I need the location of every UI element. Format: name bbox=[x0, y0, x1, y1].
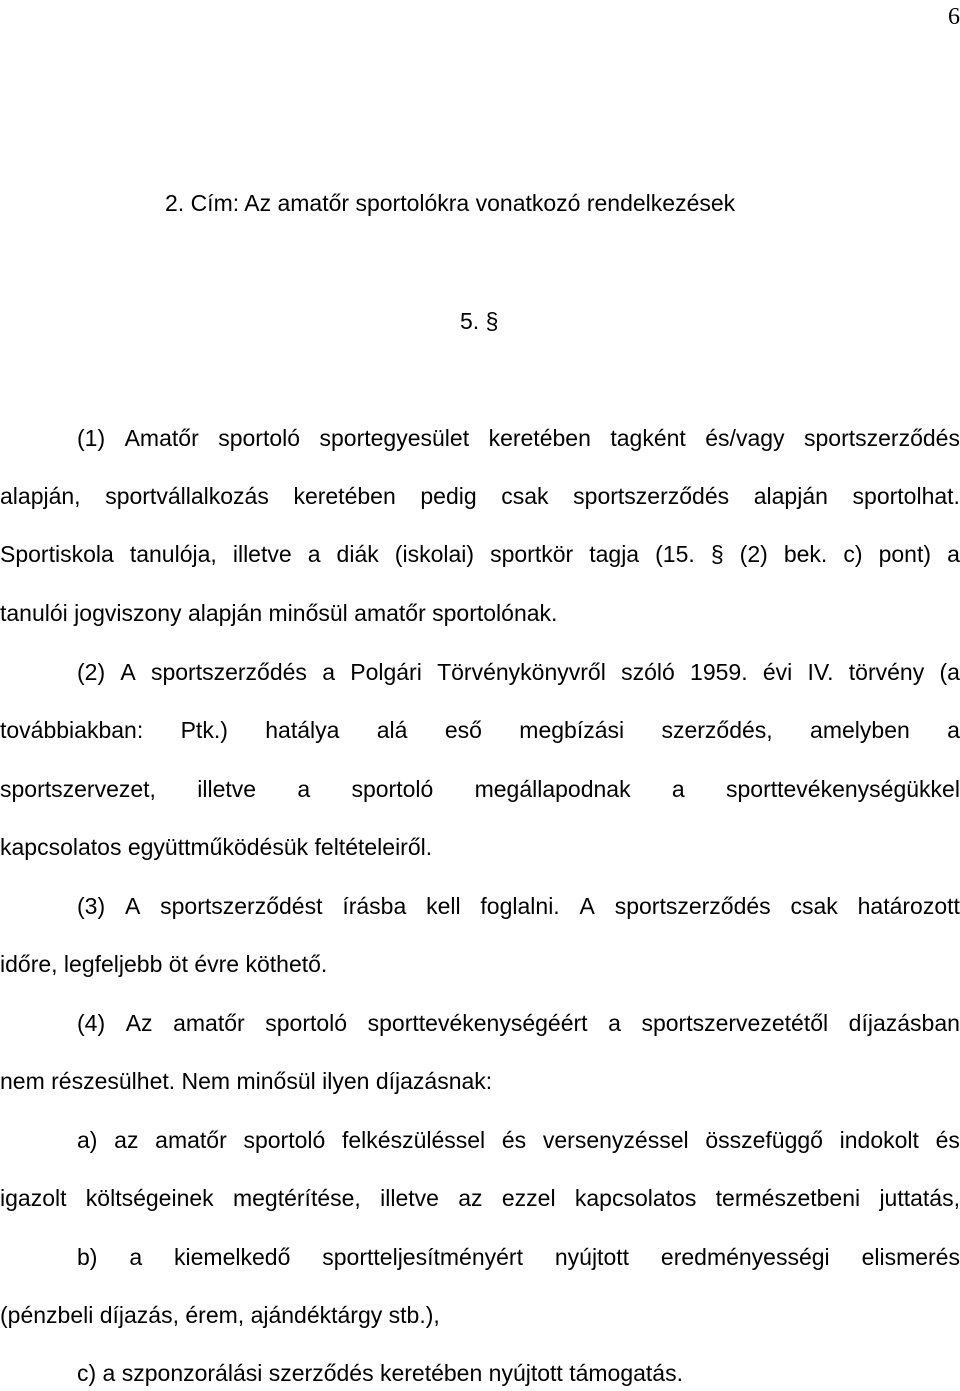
word: alapján bbox=[753, 483, 828, 509]
section-heading: 5. § bbox=[460, 308, 499, 334]
word: a bbox=[307, 541, 321, 567]
paragraph-2-line-3 bbox=[0, 776, 960, 803]
word: elismerés bbox=[861, 1244, 960, 1270]
word: (2) bbox=[739, 541, 768, 567]
word: sportoló bbox=[265, 1010, 348, 1036]
word: szóló bbox=[621, 659, 675, 685]
word: amelyben bbox=[810, 717, 910, 743]
word: sportoló bbox=[243, 1127, 326, 1153]
word: továbbiakban: bbox=[0, 717, 144, 743]
word: tagja bbox=[589, 541, 640, 567]
word: nyújtott bbox=[554, 1244, 630, 1270]
paragraph-3-line-1 bbox=[77, 893, 960, 920]
word: 1959. bbox=[690, 659, 748, 685]
word: Törvénykönyvről bbox=[437, 659, 606, 685]
word: törvény bbox=[848, 659, 925, 685]
paragraph-1-line-2 bbox=[0, 483, 960, 510]
paragraph-1-line-3 bbox=[0, 541, 960, 568]
word: foglalni. bbox=[480, 893, 560, 919]
word: az bbox=[114, 1127, 139, 1153]
word: a bbox=[129, 1244, 143, 1270]
word: kell bbox=[426, 893, 461, 919]
word: alapján, bbox=[0, 483, 81, 509]
word: Az bbox=[125, 1010, 153, 1036]
word: és/vagy bbox=[705, 425, 785, 451]
word: szerződés, bbox=[661, 717, 773, 743]
item-c-line: c) a szponzorálási szerződés keretében nyújtott támogatás. bbox=[77, 1360, 683, 1386]
word: diák bbox=[336, 541, 379, 567]
word: évi bbox=[762, 659, 793, 685]
word: (15. bbox=[655, 541, 695, 567]
word: Amatőr bbox=[124, 425, 199, 451]
word: a bbox=[947, 717, 960, 743]
word: Polgári bbox=[350, 659, 422, 685]
word: sportszerződést bbox=[160, 893, 323, 919]
word: (4) bbox=[77, 1010, 106, 1036]
word: kapcsolatos bbox=[574, 1185, 697, 1211]
word: sportvállalkozás bbox=[105, 483, 269, 509]
paragraph-2-line-1 bbox=[77, 659, 960, 686]
paragraph-3-line-2: időre, legfeljebb öt évre köthető. bbox=[0, 951, 328, 977]
word: amatőr bbox=[173, 1010, 245, 1036]
word: költségeinek bbox=[85, 1185, 214, 1211]
word: összefüggő bbox=[705, 1127, 823, 1153]
word: keretében bbox=[293, 483, 396, 509]
word: felkészüléssel bbox=[341, 1127, 486, 1153]
word: sportegyesület bbox=[319, 425, 470, 451]
word: sporttevékenységéért bbox=[367, 1010, 588, 1036]
word: kiemelkedő bbox=[174, 1244, 291, 1270]
word: csak bbox=[501, 483, 549, 509]
word: pont) bbox=[878, 541, 932, 567]
paragraph-1-line-1 bbox=[77, 425, 960, 452]
paragraph-1-line-4: tanulói jogviszony alapján minősül amatőr sportolónak. bbox=[0, 600, 558, 626]
word: A bbox=[579, 893, 595, 919]
word: A bbox=[120, 659, 136, 685]
word: sportszervezet, bbox=[0, 776, 156, 802]
word: megtérítése, bbox=[232, 1185, 361, 1211]
item-a-line-1 bbox=[77, 1127, 960, 1154]
word: a bbox=[297, 776, 311, 802]
word: sportszervezetétől bbox=[641, 1010, 829, 1036]
word: a) bbox=[77, 1127, 98, 1153]
word: Sportiskola bbox=[0, 541, 114, 567]
word: sportszerződés bbox=[150, 659, 307, 685]
word: IV. bbox=[807, 659, 834, 685]
word: sportoló bbox=[351, 776, 434, 802]
page-number: 6 bbox=[948, 4, 960, 30]
word: és bbox=[501, 1127, 527, 1153]
word: csak bbox=[790, 893, 838, 919]
word: eredményességi bbox=[660, 1244, 830, 1270]
word: juttatás, bbox=[879, 1185, 960, 1211]
word: ezzel bbox=[501, 1185, 556, 1211]
word: a bbox=[322, 659, 335, 685]
word: (a bbox=[939, 659, 960, 685]
word: illetve bbox=[232, 541, 292, 567]
word: és bbox=[935, 1127, 960, 1153]
word: sporttevékenységükkel bbox=[725, 776, 960, 802]
word: hatálya bbox=[265, 717, 340, 743]
word: sportszerződés bbox=[804, 425, 960, 451]
word: illetve bbox=[197, 776, 257, 802]
word: alá bbox=[376, 717, 408, 743]
word: sportszerződés bbox=[573, 483, 730, 509]
word: (2) bbox=[77, 659, 106, 685]
item-b-line-1 bbox=[77, 1244, 960, 1271]
word: a bbox=[608, 1010, 621, 1036]
chapter-title: 2. Cím: Az amatőr sportolókra vonatkozó rendelkezések bbox=[165, 190, 736, 216]
word: tanulója, bbox=[129, 541, 217, 567]
word: igazolt bbox=[0, 1185, 67, 1211]
word: természetbeni bbox=[715, 1185, 861, 1211]
word: tagként bbox=[610, 425, 686, 451]
word: illetve bbox=[380, 1185, 439, 1211]
word: § bbox=[710, 541, 724, 567]
word: a bbox=[947, 541, 960, 567]
item-a-line-2 bbox=[0, 1185, 960, 1212]
word: amatőr bbox=[155, 1127, 227, 1153]
word: a bbox=[671, 776, 685, 802]
word: versenyzéssel bbox=[542, 1127, 689, 1153]
word: b) bbox=[77, 1244, 98, 1270]
word: írásba bbox=[342, 893, 407, 919]
paragraph-4-line-2: nem részesülhet. Nem minősül ilyen díjazásnak: bbox=[0, 1068, 493, 1094]
word: (iskolai) bbox=[394, 541, 475, 567]
word: sportkör bbox=[490, 541, 574, 567]
word: keretében bbox=[488, 425, 591, 451]
word: megállapodnak bbox=[474, 776, 631, 802]
paragraph-2-line-2 bbox=[0, 717, 960, 744]
word: indokolt bbox=[839, 1127, 919, 1153]
word: az bbox=[458, 1185, 483, 1211]
word: c) bbox=[843, 541, 863, 567]
word: A bbox=[124, 893, 141, 919]
word: pedig bbox=[420, 483, 477, 509]
word: megbízási bbox=[519, 717, 625, 743]
word: (1) bbox=[77, 425, 106, 451]
word: eső bbox=[444, 717, 482, 743]
word: díjazásban bbox=[848, 1010, 960, 1036]
word: sportoló bbox=[218, 425, 301, 451]
paragraph-4-line-1 bbox=[77, 1010, 960, 1037]
word: Ptk.) bbox=[180, 717, 228, 743]
word: (3) bbox=[77, 893, 106, 919]
word: sportolhat. bbox=[852, 483, 960, 509]
word: sportteljesítményért bbox=[322, 1244, 523, 1270]
word: sportszerződés bbox=[614, 893, 771, 919]
paragraph-2-line-4: kapcsolatos együttműködésük feltételeiről. bbox=[0, 834, 433, 860]
item-b-line-2: (pénzbeli díjazás, érem, ajándéktárgy stb.), bbox=[0, 1302, 440, 1328]
word: bek. bbox=[783, 541, 828, 567]
word: határozott bbox=[857, 893, 960, 919]
